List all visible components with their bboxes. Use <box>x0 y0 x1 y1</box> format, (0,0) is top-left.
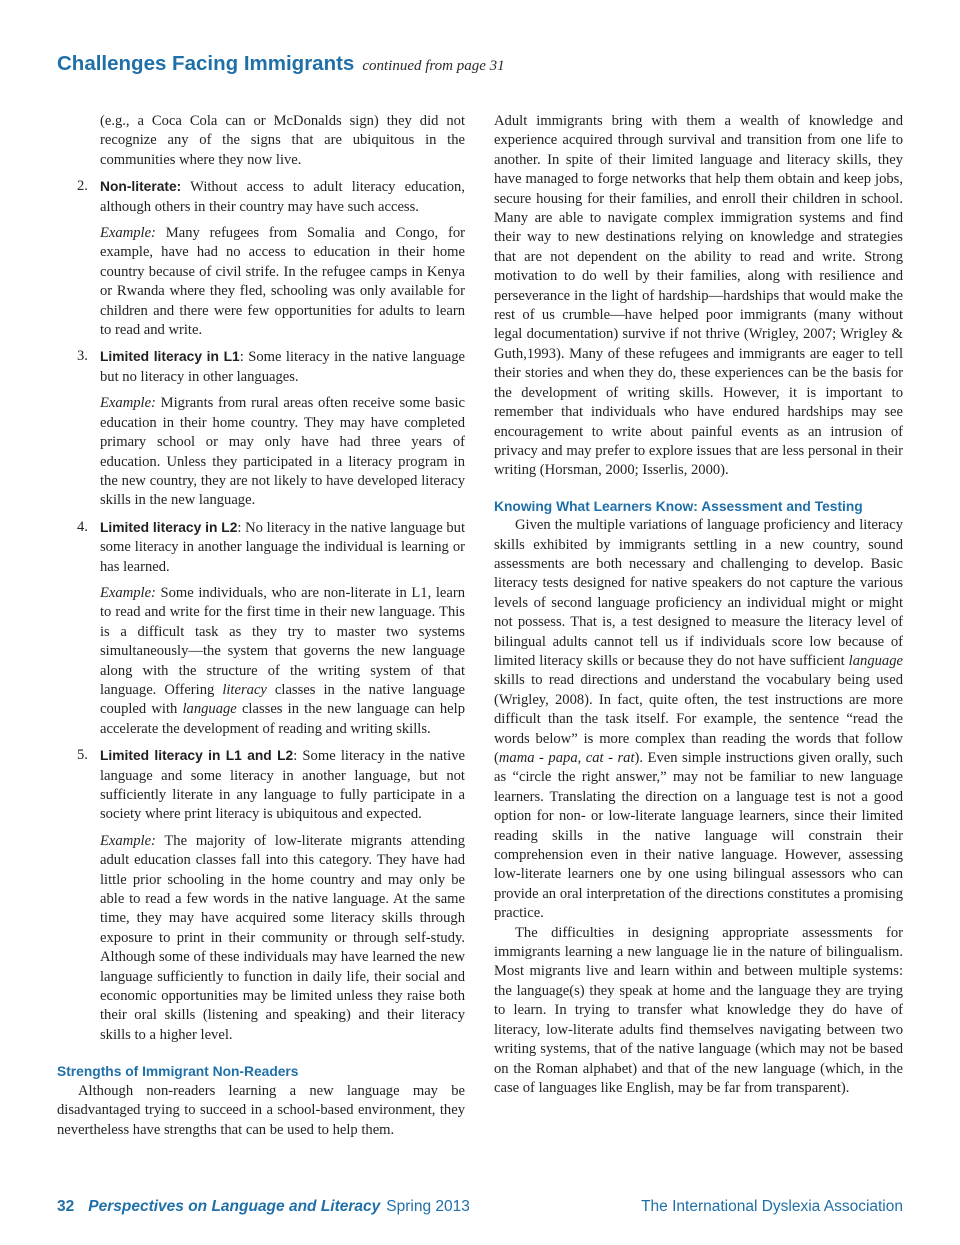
text-run: skills to read directions and understand the vocabulary being used (Wrigley, 2008). In fact, quite often, the test instructions are more difficult than the task itself. For example, the sentence “read the words below” is more complex than reading the words that follow ( <box>494 672 903 766</box>
example-text: Some individuals, who are non-literate in L1, learn to read and write for the first time in their new language. This is a difficult task as they try to master two systems simultaneously—the system that governs the new language along with the structure of the writing system of that language. Offering <box>100 584 465 698</box>
body-paragraph: Although non-readers learning a new language may be disadvantaged trying to succeed in a school-based environment, they nevertheless have strengths that can be used to help them. <box>57 1082 465 1138</box>
item-number: 3. <box>77 348 88 365</box>
continued-note: continued from page 31 <box>362 58 505 74</box>
list-item-2 <box>57 177 465 217</box>
item-number: 5. <box>77 747 88 764</box>
item-text: : No literacy in the native language but some literacy in another language the individual is learning or has learned. <box>100 519 466 575</box>
item-number: 2. <box>77 178 88 195</box>
example-text: The majority of low-literate migrants attending adult education classes fall into this category. They have had little prior schooling in the home country and may only be able to read a few words in the native language. At the same time, they may have acquired some literacy skills through exposure to print in their community or through self-study. Although some of these individuals may have learned the new language sufficiently to function in daily life, their social and economic opportunities may be limited unless they raise both their oral skills (listening and speaking) and their literacy skills to a higher level. <box>100 832 465 1043</box>
example-text: classes in the new language can help accelerate the development of reading and writing skills. <box>100 701 465 737</box>
left-column <box>57 112 465 1140</box>
example-label: Example: <box>100 832 156 849</box>
item-text: : Some literacy in the native language and some literacy in another language, but not sufficiently literate in any language to fully participate in a society where print literacy is ubiquitous and expected. <box>100 748 465 823</box>
section-heading: Knowing What Learners Know: Assessment and Testing <box>494 498 863 514</box>
body-paragraph: Adult immigrants bring with them a wealth of knowledge and experience acquired through survival and transition from one life to another. In spite of their limited language and literacy skills, they have managed to forge networks that help them obtain and keep jobs, secure housing for their families, and enroll their children in school. Many are able to navigate complex immigration systems and find their way to new destinations relying on knowledge and strategies that are not dependent on the ability to read and write. Strong motivation to do well by their families, along with resilience and perseverance in the light of hardship—hardships that would make the rest of us crumble—have helped poor immigrants (many without legal documentation) survive if not thrive (Wrigley, 2007; Wrigley & Guth,1993). Many of these refugees and immigrants are eager to tell their stories and when they do, these experiences can be the basis for the development of writing skills. However, it is important to remember that individuals who have endured hardships may see encouragement to write about painful events as an intrusion of privacy and may prefer to explore issues that are less personal in their writing (Horsman, 2000; Isserlis, 2000). <box>494 113 903 479</box>
body-paragraph: The difficulties in designing appropriate assessments for immigrants learning a new language lie in the nature of bilingualism. Most migrants live and learn within and between multiple systems: the language(s) they speak at home and the language they are trying to learn. In trying to transfer what knowledge they do have of literacy, low-literate adults find themselves navigating between two writing systems, that of the native language (which may not be based on the Roman alphabet) and that of the new language (which, in the case of languages like English, may be far from transparent). <box>494 924 903 1096</box>
list-item-4 <box>57 518 465 577</box>
example-paragraph <box>57 394 465 510</box>
body-paragraph <box>494 516 903 924</box>
example-label: Example: <box>100 395 156 412</box>
section-heading: Strengths of Immigrant Non-Readers <box>57 1064 299 1080</box>
example-label: Example: <box>100 225 156 242</box>
issue-season: Spring 2013 <box>386 1198 470 1215</box>
emphasis: language <box>182 701 237 718</box>
emphasis: mama - papa, cat - rat <box>498 750 635 766</box>
page-header <box>57 52 505 76</box>
emphasis: literacy <box>222 681 267 698</box>
page-number: 32 <box>57 1198 75 1215</box>
text-run: Given the multiple variations of language proficiency and literacy skills exhibited by immigrants settling in a new country, sound assessments are both necessary and challenging to develop. Basic literacy tests designed for native speakers do not capture the various levels of second language proficiency an individual might or might not possess. That is, a test designed to measure the literacy level of bilingual adults cannot tell us if individuals score low because of limited literacy skills or because they do not have sufficient <box>494 517 903 669</box>
example-text: classes in the native language coupled with <box>100 681 465 718</box>
example-label: Example: <box>100 584 156 601</box>
example-paragraph <box>57 584 465 739</box>
list-item-3 <box>57 347 465 387</box>
article-title: Challenges Facing Immigrants <box>57 52 355 75</box>
item-term: Non-literate: <box>100 179 182 195</box>
item-text: Without access to adult literacy education, although others in their country may have such access. <box>100 179 465 215</box>
publication-title: Perspectives on Language and Literacy <box>88 1198 381 1215</box>
example-paragraph <box>57 832 465 1045</box>
organization-name: The International Dyslexia Association <box>641 1198 903 1215</box>
example-text: Many refugees from Somalia and Congo, for example, have had no access to education in their home country because of civil strife. In the refugee camps in Kenya or Rwanda where they fled, schooling was only available for children and there were few opportunities for adults to learn to read and write. <box>100 225 465 339</box>
text-run: ). Even simple instructions given orally, such as “circle the right answer,” may not be familiar to new language learners. Translating the direction on a language test is not a good option for non- or low-literate language learners, since their limited reading skills in the native language will constrain their comprehension even in their native language. However, assessing low-literate learners one by one using bilingual assessors who can provide an oral interpretation of the directions constitutes a promising practice. <box>494 750 903 922</box>
example-text: Migrants from rural areas often receive some basic education in their home country. They may have completed primary school or may only have had three years of education. Unless they participated in a literacy program in the new country, they are not likely to have developed literacy skills in the new language. <box>100 395 465 509</box>
emphasis: language <box>848 652 903 669</box>
example-paragraph <box>57 224 465 340</box>
item-text: : Some literacy in the native language but no literacy in other languages. <box>100 349 466 385</box>
item-term: Limited literacy in L1 <box>100 349 240 365</box>
list-item-5 <box>57 746 465 825</box>
page-footer <box>57 1198 903 1216</box>
continued-paragraph: (e.g., a Coca Cola can or McDonalds sign) they did not recognize any of the signs that are ubiquitous in the communities where they now live. <box>100 113 465 168</box>
item-term: Limited literacy in L2 <box>100 519 238 535</box>
item-number: 4. <box>77 518 88 535</box>
right-column <box>494 112 903 1098</box>
item-term: Limited literacy in L1 and L2 <box>100 748 294 764</box>
